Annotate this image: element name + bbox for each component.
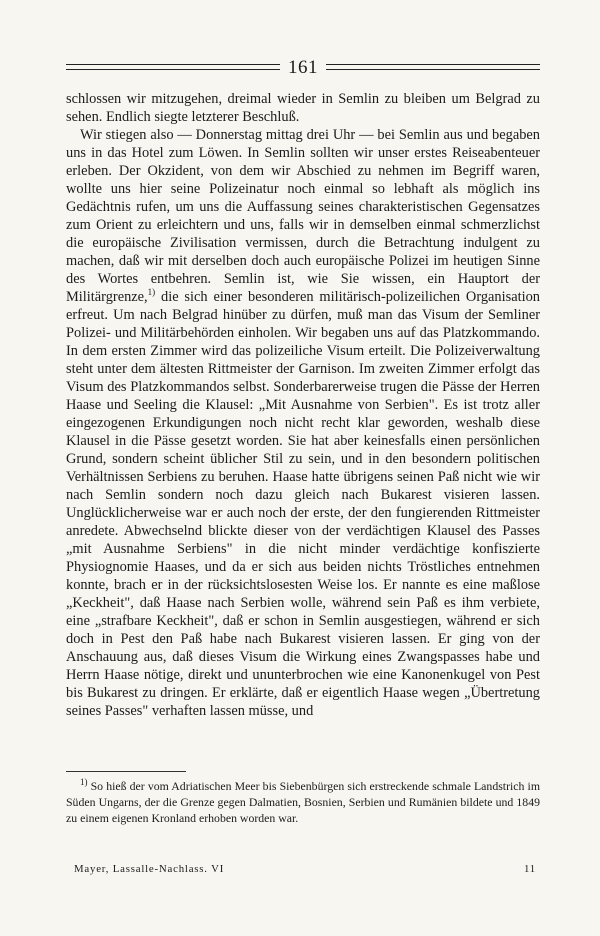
footnote-reference: 1)	[147, 287, 156, 298]
paragraph-text: Wir stiegen also — Donnerstag mittag drei Uhr — bei Semlin aus und begaben uns in das Hotel zum Löwen. In Semlin sollten wir unser erstes Reiseabenteuer erleben. Der Okzident, von dem wir Abschied zu nehmen im Begriff waren, wollte uns hier seine Polizeinatur noch einmal so lebhaft als möglich ins Gedächtnis rufen, um uns die Auffassung seines charakteristischen Gegensatzes zum Orient zu erleichtern und uns, falls wir in demselben einmal schmerzlichst die europäische Zivilisation vermissen, durch die Betrachtung indulgent zu machen, daß wir mit derselben doch auch europäische Polizei im heutigen Sinne des Wortes entbehren. Semlin ist, wie Sie wissen, ein Hauptort der Militärgrenze,	[66, 127, 540, 305]
footnote	[66, 778, 540, 826]
page-header	[66, 54, 540, 80]
header-rule-right	[326, 64, 540, 70]
page-footer	[74, 863, 536, 875]
paragraph: schlossen wir mitzugehen, dreimal wieder in Semlin zu bleiben um Belgrad zu sehen. Endlich siegte letzterer Beschluß.	[66, 91, 540, 125]
footnote-text: So hieß der vom Adriatischen Meer bis Siebenbürgen sich erstreckende schmale Landstrich im Süden Ungarns, der die Grenze gegen Dalmatien, Bosnien, Serbien und Rumänien bildete und 1849 zu einem eigenen Kronland erhoben worden war.	[66, 779, 540, 825]
page-number: 161	[288, 56, 318, 78]
paragraph-text: die sich einer besonderen militärisch-polizeilichen Organisation erfreut. Um nach Belgrad hinüber zu dürfen, muß man das Visum der Semliner Polizei- und Militärbehörden einholen. Wir begaben uns auf das Platzkommando. In dem ersten Zimmer wird das polizeiliche Visum erteilt. Die Polizeiverwaltung steht unter dem ältesten Rittmeister der Garnison. Im zweiten Zimmer erfolgt das Visum des Platzkommandos selbst. Sonderbarerweise trugen die Pässe der Herren Haase und Seeling die Klausel: „Mit Ausnahme von Serbien". Es ist trotz aller eingezogenen Erkundigungen noch nicht recht klar geworden, weshalb diese Klausel in die Pässe gesetzt worden. Sie hat aber keinesfalls einen persönlichen Grund, sondern scheint üblicher Stil zu sein, und in den besondern politischen Verhältnissen Serbiens zu beruhen. Haase hatte übrigens seinen Paß nicht wie wir nach Semlin sondern noch dazu gleich nach Bukarest visieren lassen. Unglücklicherweise war er auch noch der erste, der den fungierenden Rittmeister anredete. Abwechselnd blickte dieser von der verdächtigen Klausel des Passes „mit Ausnahme Serbiens" in die nicht minder verdächtige konfiszierte Physiognomie Haases, und da er sich aus beiden nichts Tröstliches entnehmen konnte, brach er in der rücksichtslosesten Weise los. Er nannte es eine maßlose „Keckheit", daß Haase nach Serbien wolle, während sein Paß es ihm verbiete, eine „strafbare Keckheit", daß er schon in Semlin ausgestiegen, während er sich doch in Pest den Paß habe nach Bukarest visieren lassen. Er ging von der Anschauung aus, daß dieses Visum die Wirkung eines Zwangspasses habe und Herrn Haase nötige, direkt und ununterbrochen wie eine Kanonenkugel von Pest bis Bukarest zu dringen. Er erklärte, daß er eigentlich Haase wegen „Übertretung seines Passes" verhaften lassen müsse, und	[66, 289, 540, 719]
main-text	[66, 90, 540, 720]
footnote-divider	[66, 771, 186, 772]
signature-number: 11	[524, 863, 536, 875]
footer-signature: Mayer, Lassalle-Nachlass. VI	[74, 863, 225, 875]
header-rule-left	[66, 64, 280, 70]
paragraph	[66, 126, 540, 720]
footnote-marker: 1)	[80, 777, 88, 788]
